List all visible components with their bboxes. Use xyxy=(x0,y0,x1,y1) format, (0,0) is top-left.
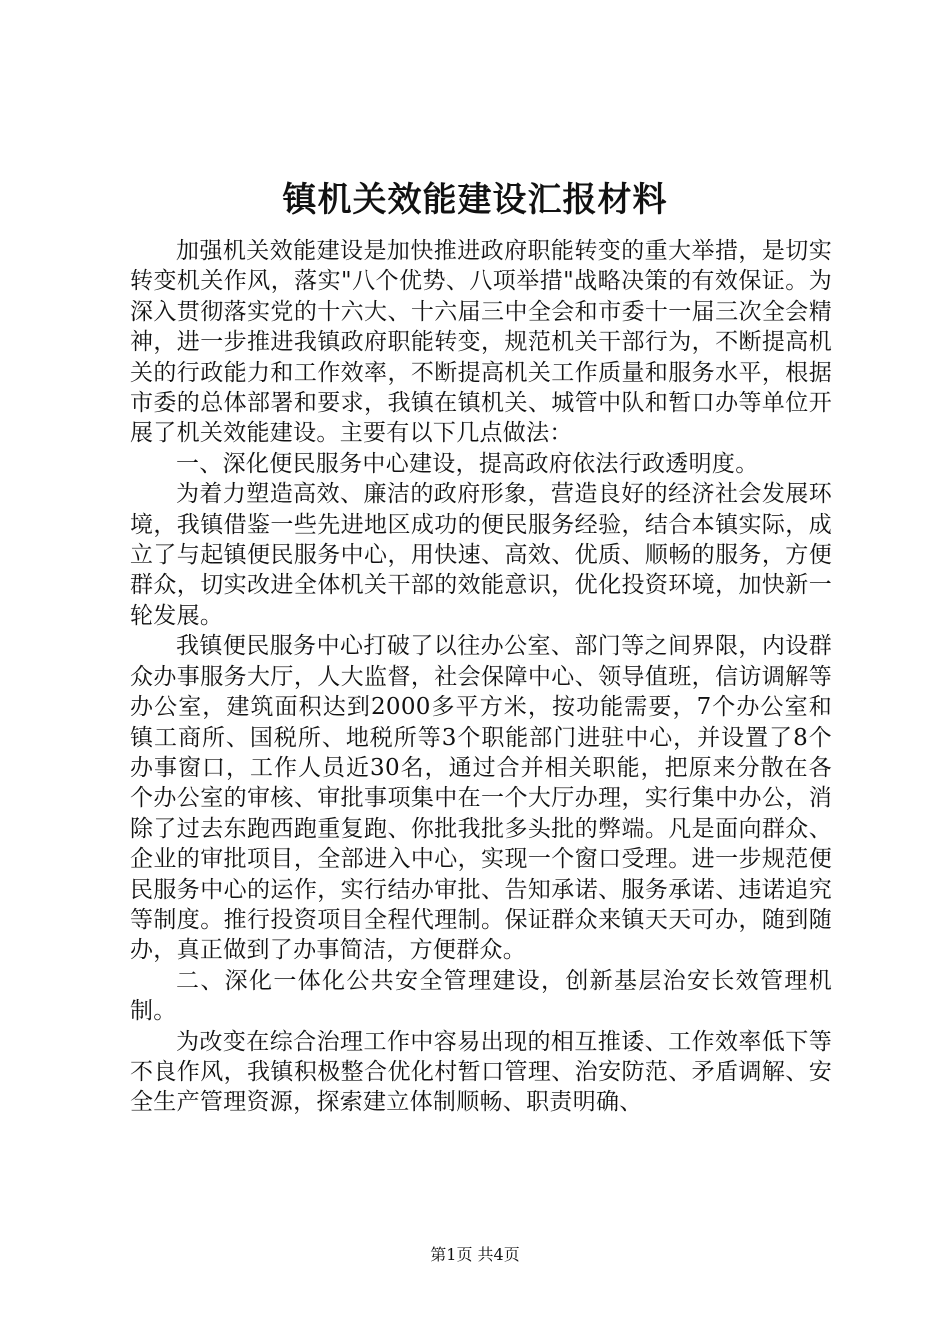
document-title: 镇机关效能建设汇报材料 xyxy=(282,180,668,220)
paragraph-intro: 加强机关效能建设是加快推进政府职能转变的重大举措，是切实转变机关作风，落实"八个优势、八项举措"战略决策的有效保证。为深入贯彻落实党的十六大、十六届三中全会和市委十一届三次全会精神，进一步推进我镇政府职能转变，规范机关干部行为，不断提高机关的行政能力和工作效率，不断提高机关工作质量和服务水平，根据市委的总体部署和要求，我镇在镇机关、城管中队和暂口办等单位开展了机关效能建设。主要有以下几点做法： xyxy=(130,238,832,447)
paragraph-service-details: 我镇便民服务中心打破了以往办公室、部门等之间界限，内设群众办事服务大厅，人大监督，社会保障中心、领导值班，信访调解等办公室，建筑面积达到2000多平方米，按功能需要，7个办公室和镇工商所、国税所、地税所等3个职能部门进驻中心，并设置了8个办事窗口，工作人员近30名，通过合并相关职能，把原来分散在各个办公室的审核、审批事项集中在一个大厅办理，实行集中办公，消除了过去东跑西跑重复跑、你批我批多头批的弊端。凡是面向群众、企业的审批项目，全部进入中心，实现一个窗口受理。进一步规范便民服务中心的运作，实行结办审批、告知承诺、服务承诺、违诺追究等制度。推行投资项目全程代理制。保证群众来镇天天可办，随到随办，真正做到了办事简洁，方便群众。 xyxy=(130,633,832,964)
paragraph-heading-2: 二、深化一体化公共安全管理建设，创新基层治安长效管理机制。 xyxy=(130,967,832,1025)
paragraph-security: 为改变在综合治理工作中容易出现的相互推诿、工作效率低下等不良作风，我镇积极整合优化村暂口管理、治安防范、矛盾调解、安全生产管理资源，探索建立体制顺畅、职责明确、 xyxy=(130,1028,832,1116)
paragraph-heading-1: 一、深化便民服务中心建设，提高政府依法行政透明度。 xyxy=(176,450,759,477)
document-body xyxy=(130,236,832,1118)
paragraph-service-center: 为着力塑造高效、廉洁的政府形象，营造良好的经济社会发展环境，我镇借鉴一些先进地区成功的便民服务经验，结合本镇实际，成立了与起镇便民服务中心，用快速、高效、优质、顺畅的服务，方便群众，切实改进全体机关干部的效能意识，优化投资环境，加快新一轮发展。 xyxy=(130,481,832,629)
page-footer: 第1页 共4页 xyxy=(430,1245,520,1264)
